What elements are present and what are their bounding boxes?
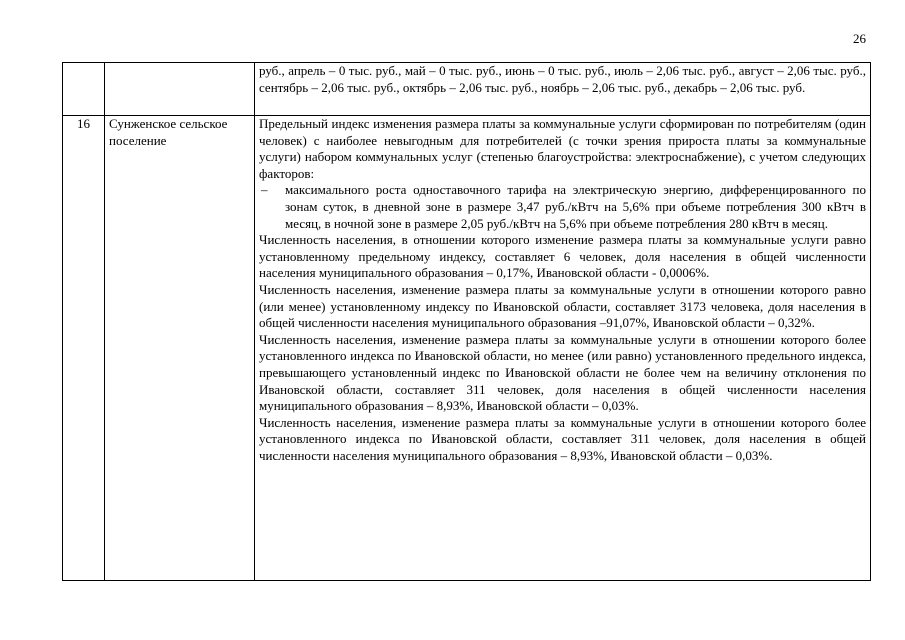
page-number: 26 xyxy=(853,31,866,46)
municipality-table xyxy=(62,62,871,581)
factor-text: максимального роста одноставочного тарифа на электрическую энергию, дифференцированного по зонам суток, в дневной зоне в размере 3,47 руб./кВтч на 5,6% при объеме потребления 300 кВтч в месяц, в ночной зоне в размере 2,05 руб./кВтч на 5,6% при объеме потребления 280 кВтч в месяц. xyxy=(285,182,866,231)
list-dash: – xyxy=(261,182,268,198)
description-cell xyxy=(255,116,871,581)
row-number-cell xyxy=(63,63,105,116)
continuation-text: руб., апрель – 0 тыс. руб., май – 0 тыс. руб., июнь – 0 тыс. руб., июль – 2,06 тыс. руб., август – 2,06 тыс. руб., сентябрь – 2,06 тыс. руб., октябрь – 2,06 тыс. руб., ноябрь – 2,06 тыс. руб., декабрь – 2,06 тыс. руб. xyxy=(259,63,866,95)
description-cell xyxy=(255,63,871,116)
factor-list-item xyxy=(259,182,866,232)
population-paragraph-2: Численность населения, изменение размера платы за коммунальные услуги в отношении которого равно (или менее) установленному индексу по Ивановской области, составляет 3173 человека, доля населения в общей численности населения муниципального образования –91,07%, Ивановской области – 0,32%. xyxy=(259,281,866,331)
population-paragraph-4: Численность населения, изменение размера платы за коммунальные услуги в отношении которого более установленного индекса по Ивановской области, составляет 311 человек, доля населения в общей численности населения муниципального образования – 8,93%, Ивановской области – 0,03%. xyxy=(259,414,866,463)
row-number-cell: 16 xyxy=(63,116,105,581)
municipality-name-cell: Сунженское сельское поселение xyxy=(105,116,255,581)
population-paragraph-1: Численность населения, в отношении которого изменение размера платы за коммунальные услуги равно установленному предельному индексу, составляет 6 человек, доля населения в общей численности населения муниципального образования – 0,17%, Ивановской области - 0,0006%. xyxy=(259,232,866,281)
municipality-name-cell xyxy=(105,63,255,116)
intro-paragraph: Предельный индекс изменения размера платы за коммунальные услуги сформирован по потребителям (один человек) с наиболее невыгодным для потребителей (с точки зрения прироста платы за коммунальные услуги) набором коммунальных услуг (степенью благоустройства: электроснабжение), с учетом следующих факторов: xyxy=(259,116,866,181)
population-paragraph-3: Численность населения, изменение размера платы за коммунальные услуги в отношении которого более установленного индекса по Ивановской области, но менее (или равно) установленного предельного индекса, превышающего установленный индекс по Ивановской области не более чем на величину отклонения по Ивановской области, составляет 311 человек, доля населения в общей численности населения муниципального образования – 8,93%, Ивановской области – 0,03%. xyxy=(259,331,866,414)
table-row-continuation xyxy=(63,63,871,116)
table-row-16 xyxy=(63,116,871,581)
